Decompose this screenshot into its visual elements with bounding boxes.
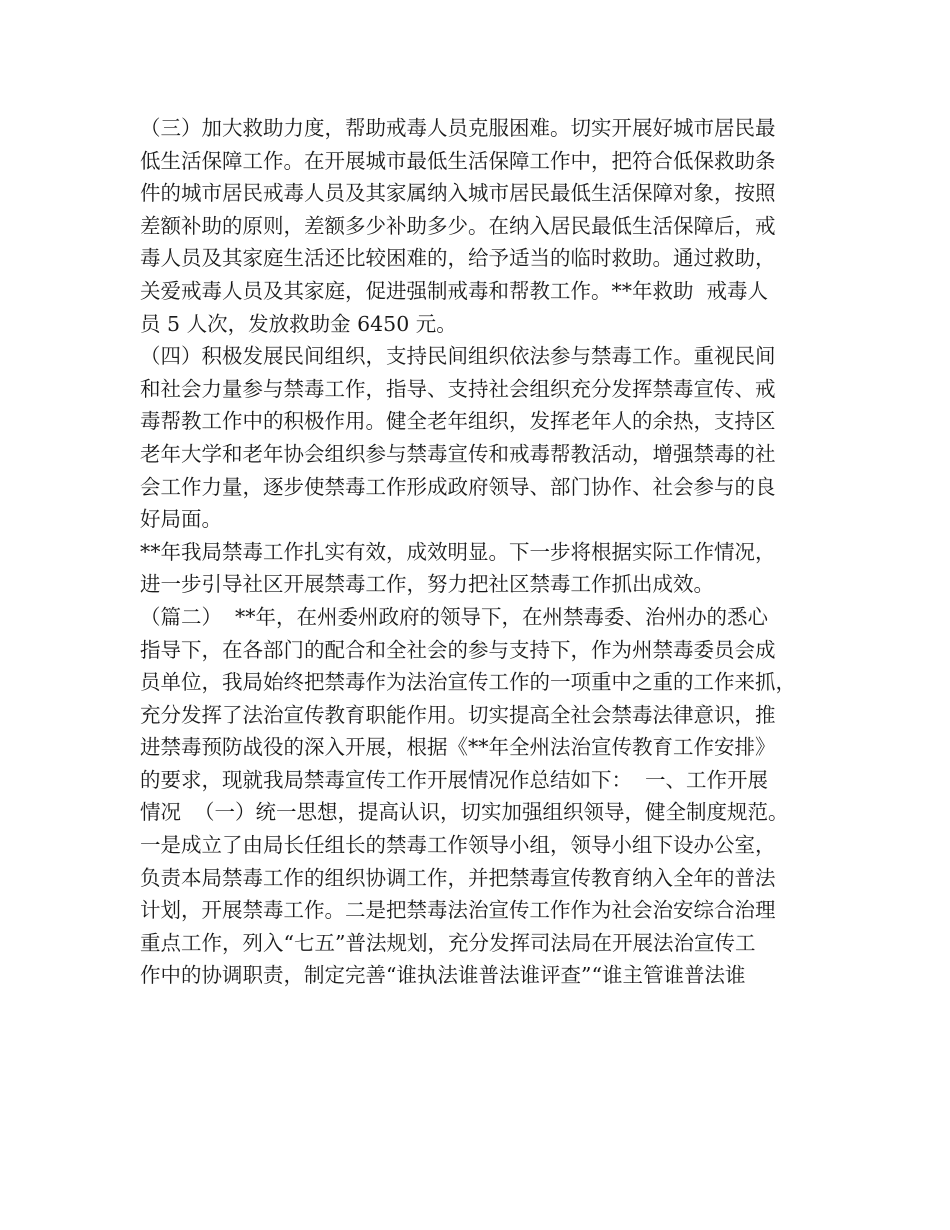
text-line: 低生活保障工作。在开展城市最低生活保障工作中，把符合低保救助条 [140,148,776,173]
text-line: （四）积极发展民间组织，支持民间组织依法参与禁毒工作。重视民间 [140,344,776,369]
text-line: 负责本局禁毒工作的组织协调工作，并把禁毒宣传教育纳入全年的普法 [140,865,776,890]
text-line: 重点工作，列入“七五”普法规划，充分发挥司法局在开展法治宣传工 [140,930,756,955]
text-line: 充分发挥了法治宣传教育职能作用。切实提高全社会禁毒法律意识，推 [140,702,776,727]
text-line: 一是成立了由局长任组长的禁毒工作领导小组，领导小组下设办公室， [140,833,776,858]
text-line: （三）加大救助力度，帮助戒毒人员克服困难。切实开展好城市居民最 [140,116,776,140]
text-line: **年我局禁毒工作扎实有效，成效明显。下一步将根据实际工作情况， [140,539,776,564]
text-line: 计划，开展禁毒工作。二是把禁毒法治宣传工作作为社会治安综合治理 [140,898,776,923]
document-body [140,112,820,992]
text-line: 毒人员及其家庭生活还比较困难的，给予适当的临时救助。通过救助， [140,246,776,271]
text-line: 老年大学和老年协会组织参与禁毒宣传和戒毒帮教活动，增强禁毒的社 [140,441,776,466]
text-line: 和社会力量参与禁毒工作，指导、支持社会组织充分发挥禁毒宣传、戒 [140,376,776,401]
text-line: 毒帮教工作中的积极作用。健全老年组织，发挥老年人的余热，支持区 [140,409,776,434]
text-line: 进禁毒预防战役的深入开展，根据《**年全州法治宣传教育工作安排》 [140,735,776,760]
text-line: 差额补助的原则，差额多少补助多少。在纳入居民最低生活保障后，戒 [140,213,776,238]
text-line: 进一步引导社区开展禁毒工作，努力把社区禁毒工作抓出成效。 [140,572,714,597]
text-line: 关爱戒毒人员及其家庭，促进强制戒毒和帮教工作。**年救助 戒毒人 [140,278,769,303]
text-line: （篇二） **年，在州委州政府的领导下，在州禁毒委、治州办的悉心 [140,604,769,629]
text-line: 件的城市居民戒毒人员及其家属纳入城市居民最低生活保障对象，按照 [140,181,776,206]
text-line: 指导下，在各部门的配合和全社会的参与支持下，作为州禁毒委员会成 [140,637,776,662]
text-line: 情况 （一）统一思想，提高认识，切实加强组织领导，健全制度规范。 [140,800,789,825]
text-line: 好局面。 [140,507,222,532]
text-line: 员 5 人次，发放救助金 6450 元。 [140,311,457,336]
text-line: 员单位，我局始终把禁毒作为法治宣传工作的一项重中之重的工作来抓， [140,670,796,695]
text-line: 会工作力量，逐步使禁毒工作形成政府领导、部门协作、社会参与的良 [140,474,776,499]
text-line: 作中的协调职责，制定完善“谁执法谁普法谁评查”“谁主管谁普法谁 [140,963,746,988]
text-line: 的要求，现就我局禁毒宣传工作开展情况作总结如下： 一、工作开展 [140,767,769,792]
